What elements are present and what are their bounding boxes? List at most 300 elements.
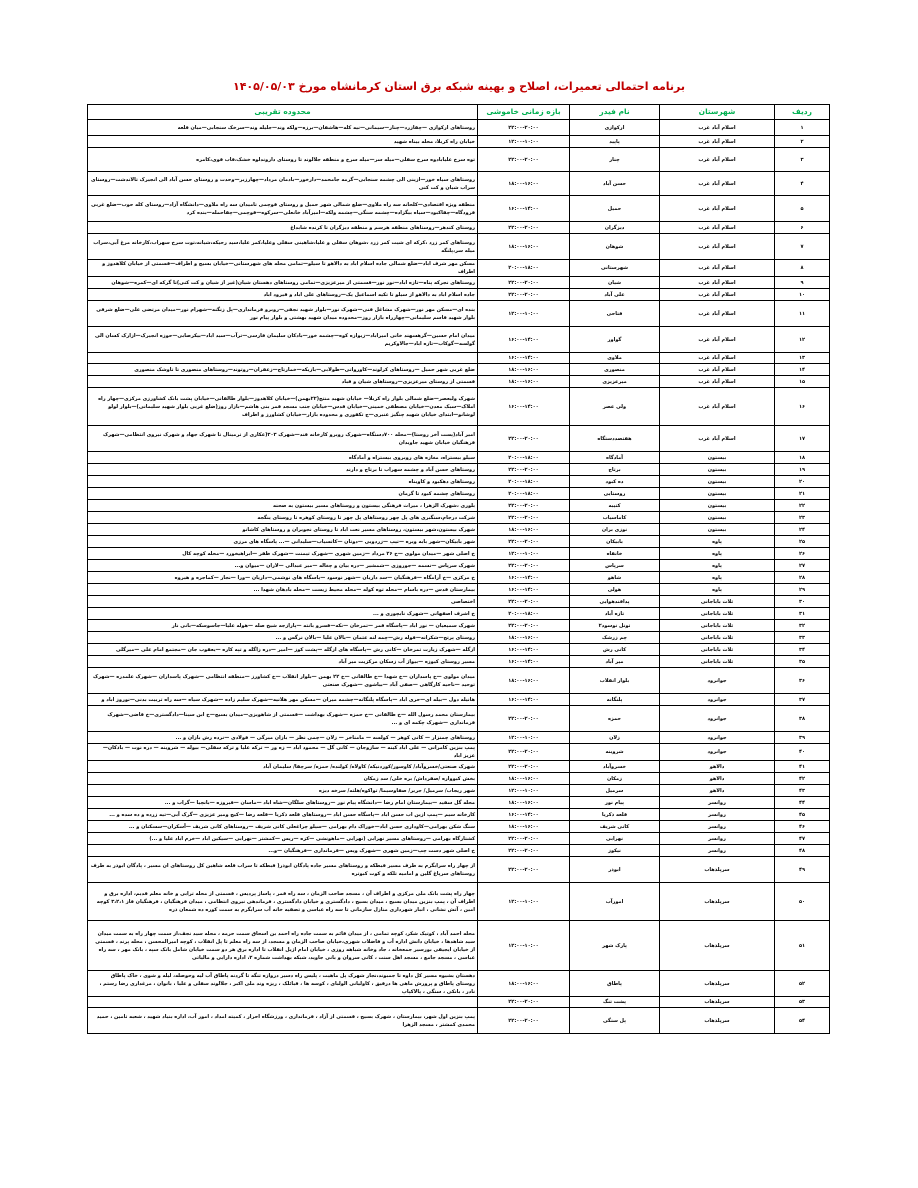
cell-outage-time: ۲۲:۰۰-۲۰:۰۰ (478, 596, 570, 608)
cell-outage-time: ۱۸:۰۰-۱۶:۰۰ (478, 364, 570, 376)
cell-row-number: ۴۲ (775, 773, 830, 785)
cell-outage-time: ۲۲:۰۰-۲۰:۰۰ (478, 744, 570, 761)
cell-area: روستاهای چشمه کبود تا گرمان (88, 488, 478, 500)
table-row (88, 560, 830, 572)
cell-feeder: آمادگاه (570, 452, 660, 464)
cell-feeder: هفتصددستگاه (570, 426, 660, 452)
cell-city: پاوه (660, 572, 775, 584)
cell-outage-time: ۲۲:۰۰-۲۰:۰۰ (478, 560, 570, 572)
table-row (88, 694, 830, 706)
cell-city: دالاهو (660, 773, 775, 785)
table-row (88, 773, 830, 785)
cell-feeder: میرعزیزی (570, 376, 660, 388)
cell-city: پاوه (660, 548, 775, 560)
cell-row-number: ۳۵ (775, 656, 830, 668)
cell-outage-time: ۱۶:۰۰-۱۴:۰۰ (478, 694, 570, 706)
cell-outage-time: ۲۲:۰۰-۲۰:۰۰ (478, 620, 570, 632)
cell-city: اسلام آباد غرب (660, 172, 775, 196)
cell-outage-time: ۱۶:۰۰-۱۴:۰۰ (478, 353, 570, 364)
table-row (88, 289, 830, 301)
table-row (88, 548, 830, 560)
table-row (88, 476, 830, 488)
cell-outage-time: ۲۲:۰۰-۲۰:۰۰ (478, 289, 570, 301)
cell-city: اسلام آباد غرب (660, 260, 775, 277)
table-row (88, 785, 830, 797)
cell-row-number: ۱۲ (775, 327, 830, 353)
cell-city: ثلاث باباجانی (660, 644, 775, 656)
cell-outage-time: ۲۰:۰۰-۱۸:۰۰ (478, 608, 570, 620)
cell-area: توه سرخ علیابادوه سرخ سفلی—میله سر—میله سرخ و منطقه جلالوند تا روستای داروندلوه خشک،قاب قوی،کامره (88, 148, 478, 172)
cell-city: بیستون (660, 500, 775, 512)
cell-city: سرپلذهاب (660, 971, 775, 997)
cell-feeder: گواور (570, 327, 660, 353)
table-row (88, 821, 830, 833)
cell-city: روانسر (660, 797, 775, 809)
cell-feeder: پیام نور (570, 797, 660, 809)
table-row (88, 120, 830, 136)
table-row (88, 644, 830, 656)
cell-area: خ اشرف اصفهانی —شهرک نابچوری و ... (88, 608, 478, 620)
cell-outage-time: ۱۲:۰۰-۱۰:۰۰ (478, 732, 570, 744)
cell-outage-time: ۱۶:۰۰-۱۴:۰۰ (478, 388, 570, 426)
cell-feeder: پشت تنگ (570, 997, 660, 1008)
cell-city: جوانرود (660, 694, 775, 706)
cell-row-number: ۹ (775, 277, 830, 289)
cell-outage-time: ۱۸:۰۰-۱۶:۰۰ (478, 773, 570, 785)
cell-city: بیستون (660, 464, 775, 476)
cell-feeder: قلعه ذکریا (570, 809, 660, 821)
cell-row-number: ۲۰ (775, 476, 830, 488)
cell-outage-time: ۱۲:۰۰-۱۰:۰۰ (478, 301, 570, 327)
cell-city: اسلام آباد غرب (660, 376, 775, 388)
cell-area: جاده اسلام اباد به دالاهو از سیلو تا تکیه اسماعیل یک—روستاهای علی اباد و قیرود اباد (88, 289, 478, 301)
cell-city: اسلام آباد غرب (660, 277, 775, 289)
cell-row-number: ۲۹ (775, 584, 830, 596)
table-row (88, 464, 830, 476)
table-row (88, 857, 830, 883)
cell-city: روانسر (660, 845, 775, 857)
cell-area: بنده ای—مسکن مهر نور—شهرک مشاغل فنی—شهرک نور—بلوار شهید نجفی—روبرو فرمانداری—پل زنگنه—شهرام نور—میدان مرتضی علی—ضلع شرقی بلوار شهید قاسم سلیمانی—چهارراه بازار روز—محدوده میدان شهید بهشتی و بلوار پیام نور (88, 301, 478, 327)
cell-city: اسلام آباد غرب (660, 353, 775, 364)
table-row (88, 364, 830, 376)
cell-area: دهستان بشیوه مسیر کل داوه تا جمبوند،نجار شهرک پل ماهیت ، پلیس راه دسیر دروازه تنگه تا گردنه پاطاق آب لیه وحوصله، لیله و شوی ، خاک پاطاق روستای پاطاق و پرورش ماهی ها درقیق ، کاولیانی الولبای ، کوسه ها ، قبائلک ، ریزه وند ملی اکبر ، جلالوند سفلی و علیا ، بانوان ، مرغداری رضا رستم ، نادر ، بانکی ، سنگی ، پالاکپاپ (88, 971, 478, 997)
cell-area: شرکت درجام،سنگبری های پل چهر روستاهای پل چهر تا روستای کوهره تا روستای ینگجه (88, 512, 478, 524)
cell-city: ثلاث باباجانی (660, 656, 775, 668)
cell-feeder: کاماسیاب (570, 512, 660, 524)
table-row (88, 277, 830, 289)
cell-row-number: ۲۲ (775, 500, 830, 512)
cell-row-number: ۴۹ (775, 857, 830, 883)
cell-city: اسلام آباد غرب (660, 196, 775, 222)
cell-outage-time: ۱۸:۰۰-۱۶:۰۰ (478, 234, 570, 260)
table-row (88, 353, 830, 364)
cell-outage-time: ۱۶:۰۰-۱۴:۰۰ (478, 656, 570, 668)
cell-row-number: ۳۸ (775, 706, 830, 732)
table-row (88, 656, 830, 668)
cell-feeder: روستایی (570, 488, 660, 500)
cell-area: شهرک سرپاس —نسمه —جوروزی —شمشیر —دره بیان و چغاله —میر عبدالی —لاران —میوان و... (88, 560, 478, 572)
cell-area: پمپ بنزین اول شهر، بیمارستان ، شهرک بسیج ، قسمتی از آزاد ، فرمانداری ، ورزشگاه احرار ، کمیته امداد ، امور آب، اداره بنیاد شهید ، شعبه تامین ، حمید محمدی کمشتر ، مسجد الزهرا (88, 1008, 478, 1034)
cell-feeder: علی آباد (570, 289, 660, 301)
cell-row-number: ۱ (775, 120, 830, 136)
cell-feeder: ابوذر (570, 857, 660, 883)
cell-outage-time: ۱۶:۰۰-۱۴:۰۰ (478, 327, 570, 353)
cell-row-number: ۲۷ (775, 560, 830, 572)
table-row (88, 488, 830, 500)
table-row (88, 883, 830, 921)
cell-area: خیابان راه کربلا، محله بیناه شهید (88, 136, 478, 148)
table-row (88, 921, 830, 971)
cell-area: روستاهای دهکبود و کاویناه (88, 476, 478, 488)
cell-city: بیستون (660, 452, 775, 464)
cell-city: اسلام آباد غرب (660, 136, 775, 148)
cell-city: روانسر (660, 833, 775, 845)
cell-city: دالاهو (660, 785, 775, 797)
cell-row-number: ۳ (775, 148, 830, 172)
table-row (88, 512, 830, 524)
cell-feeder: کانی رش (570, 644, 660, 656)
cell-outage-time: ۲۰:۰۰-۱۸:۰۰ (478, 452, 570, 464)
table-row (88, 500, 830, 512)
cell-row-number: ۱۵ (775, 376, 830, 388)
col-header-outage-time: بازه زمانی خاموشی (478, 105, 570, 120)
cell-city: سرپلذهاب (660, 997, 775, 1008)
table-row (88, 620, 830, 632)
cell-outage-time: ۲۲:۰۰-۲۰:۰۰ (478, 1008, 570, 1034)
cell-area: سنگ شکن بهرامی—کاوداری حسن اباد—خوراک دام بهرامی —سیلو چراغعلی کانی شریف —روستاهای کانی شریف —آسکران—سسکنان و ... (88, 821, 478, 833)
cell-outage-time: ۱۸:۰۰-۱۶:۰۰ (478, 971, 570, 997)
cell-row-number: ۳۹ (775, 732, 830, 744)
cell-feeder: پاپید (570, 136, 660, 148)
cell-city: اسلام آباد غرب (660, 222, 775, 234)
cell-outage-time: ۲۲:۰۰-۲۰:۰۰ (478, 277, 570, 289)
cell-area: شهرک سمیعیان — نور اباد —پاسگاه قمر —تمرخان —نکه—قسرو بانته —پارازجه شیخ صله —هوله علیا—جاسوسکه—بانی نار (88, 620, 478, 632)
table-row (88, 327, 830, 353)
cell-area: محله گل سفید —بیمارستان امام رضا —دانشگاه پیام نور —روستاهای سلگان—شاه اباد —ماسان —قیروزه —بانچیا —گراب و ... (88, 797, 478, 809)
cell-city: اسلام آباد غرب (660, 388, 775, 426)
cell-city: اسلام آباد غرب (660, 234, 775, 260)
cell-feeder: حمزه (570, 706, 660, 732)
cell-row-number: ۵ (775, 196, 830, 222)
table-row (88, 148, 830, 172)
table-row (88, 833, 830, 845)
cell-feeder: ملاوی (570, 353, 660, 364)
cell-area: قسمتی از روستای میرعزیزی—روستاهای شیان و قباد (88, 376, 478, 388)
cell-city: اسلام آباد غرب (660, 327, 775, 353)
cell-area: خ اصلی شهر —میدان مولوی —خ ۲۶ مرداد —زمین شهری —شهرک تیمنت —شهرک ظفر —ابراهیخورد —محله کوچه کال (88, 548, 478, 560)
cell-feeder: بلوار انقلاب (570, 668, 660, 694)
cell-outage-time: ۱۸:۰۰-۱۶:۰۰ (478, 376, 570, 388)
cell-outage-time: ۱۶:۰۰-۱۴:۰۰ (478, 644, 570, 656)
cell-area: روستاهای حسن آباد و چشمه سهراب تا برتاج و دارند (88, 464, 478, 476)
cell-outage-time: ۲۲:۰۰-۲۰:۰۰ (478, 512, 570, 524)
cell-feeder: پاطاق (570, 971, 660, 997)
cell-outage-time: ۲۲:۰۰-۲۰:۰۰ (478, 761, 570, 773)
cell-row-number: ۲۶ (775, 548, 830, 560)
cell-row-number: ۶ (775, 222, 830, 234)
cell-area: پمپ بنزین کامرانی — علی اباد کینه — سازوجان — کانی گل — محمود اباد — زه ور — ترکه علیا و ترکه سفلی— بیوله — شروینه — دره نوت — باذکان— عزیز اباد (88, 744, 478, 761)
cell-feeder: پل سنگی (570, 1008, 660, 1034)
table-row (88, 706, 830, 732)
cell-city: بیستون (660, 488, 775, 500)
cell-feeder: حسن آباد (570, 172, 660, 196)
cell-city: ثلاث باباجانی (660, 620, 775, 632)
cell-area: منطقه ویژه اقتصادی—کلحانه سه راه ملاوی—ضلع شمالی شهر حمیل و روستای قوچمی تامیدان سه راه ملاوی—دانشگاه آزاد—روستای کله حوب—ضلع غربی فرودگاه—چقاکبود—سیاه بیگزاده—چشمه سنگی—چشمه ولکه—امیرآباد خانعلی—سرکوه—قوچمی—چقاحمله—بنده کرد (88, 196, 478, 222)
cell-feeder: منصوری (570, 364, 660, 376)
cell-area: خ اصلی شهر دست چپ—زمین شهری —شهرک ویس —قرمانداری —فرهنگیان —و... (88, 845, 478, 857)
table-body (88, 120, 830, 1034)
cell-area: ازگله —شهرک زیارت تمرخان —کانی رش —پاسگاه های ازگله —پشت کوز —امیر —دره زاگله و تپه کاره —یعقوب جان —مجتمع امام علی —میرگلی (88, 644, 478, 656)
cell-row-number: ۲۳ (775, 512, 830, 524)
cell-area: روستاهای چمنزار — کانی کوهر — کولسه — مامناخر — زلان —چمی نظر — بازان میرگی — فولادی —نرده رش بازان و ... (88, 732, 478, 744)
cell-city: بیستون (660, 524, 775, 536)
cell-city: روانسر (660, 821, 775, 833)
cell-feeder: نیکوز (570, 845, 660, 857)
table-row (88, 761, 830, 773)
cell-outage-time: ۱۲:۰۰-۱۰:۰۰ (478, 883, 570, 921)
cell-outage-time: ۲۲:۰۰-۲۰:۰۰ (478, 222, 570, 234)
cell-row-number: ۴ (775, 172, 830, 196)
cell-feeder: خانقاه (570, 548, 660, 560)
cell-city: دالاهو (660, 761, 775, 773)
cell-feeder: ارکوازی (570, 120, 660, 136)
cell-city: جوانرود (660, 706, 775, 732)
cell-area: بیمارستان محمد رسول الله —خ طالقانی —خ حمزه —شهرک بهداشت —قسمتی از شاهوبزی—میدان بسیج—خ ابن سینا—دادگستری—خ قاضی—شهرک فرمانداری —شهرک چکمه ای و ... (88, 706, 478, 732)
cell-city: جوانرود (660, 668, 775, 694)
cell-outage-time: ۱۶:۰۰-۱۴:۰۰ (478, 584, 570, 596)
table-row (88, 172, 830, 196)
cell-area: چهار راه پشت بانک ملی مرکزی و اطراف آن ، مسجد صاحب الزمان ، سه راه قمر ، پاساژ پردیس ، قسمتی از محله ترابی و خانه معلم قدیم، اداره برق و اطراف آن ، پمپ بنزین میدان بسیج ، میدان بسیج ، دادگستری و خیابان دادگستری ، فرماندهی نیروی انتظامی ، میدان فرهنگیان ، فرهنگیان فاز ۳،۲،۱ کوچه امین ، آتش نشانی ، انبار شهرداری منازل سازمانی تا سه راه عباسی و تصفیه خانه آب سرابگرم به سمت کوره ده شمعان ذره (88, 883, 478, 921)
col-header-area: محدوده تقریبی (88, 105, 478, 120)
cell-city: ثلاث باباجانی (660, 596, 775, 608)
cell-row-number: ۳۶ (775, 668, 830, 694)
cell-feeder: زمکان (570, 773, 660, 785)
cell-outage-time: ۲۰:۰۰-۱۸:۰۰ (478, 476, 570, 488)
cell-row-number: ۳۳ (775, 632, 830, 644)
cell-outage-time: ۱۶:۰۰-۱۴:۰۰ (478, 196, 570, 222)
cell-outage-time: ۲۲:۰۰-۲۰:۰۰ (478, 833, 570, 845)
col-header-feeder: نام فیدر (570, 105, 660, 120)
cell-outage-time: ۱۶:۰۰-۱۴:۰۰ (478, 572, 570, 584)
cell-outage-time: ۱۸:۰۰-۱۶:۰۰ (478, 172, 570, 196)
cell-row-number: ۲ (775, 136, 830, 148)
cell-row-number: ۱۸ (775, 452, 830, 464)
cell-feeder: ولی عصر (570, 388, 660, 426)
cell-row-number: ۵۴ (775, 1008, 830, 1034)
cell-outage-time: ۱۸:۰۰-۱۶:۰۰ (478, 797, 570, 809)
table-row (88, 452, 830, 464)
table-row (88, 632, 830, 644)
cell-outage-time: ۲۲:۰۰-۲۰:۰۰ (478, 997, 570, 1008)
table-row (88, 260, 830, 277)
cell-feeder: میر آباد (570, 656, 660, 668)
cell-feeder: چنار (570, 148, 660, 172)
table-row (88, 668, 830, 694)
table-row (88, 797, 830, 809)
cell-row-number: ۴۴ (775, 797, 830, 809)
cell-area: محله احمد آباد ، کوتیک شکر، کوچه تمامی ، از میدان قائم به سمت جاده راه احمد بن اسحاق سمت حرمه ، محله سید نجف،از سمت چهار راه به سمت میدان سید شاهدها ، خیابان دانش اداره آب و فاضلاب شهری،خیابان صاحب الزمان و مسجد، از سه راه معلم تا پل انقلاب ، کوچه امیرالمحسن ، محله پرند ، قسمتی از خیابان ایجیقی بورسیر جمعخانه ، جاد وخانه شباهه روزی ، خیابان امام اژیل انقلاب تا اداره برق هر دو سمت خیابان شامل بانک سپه ، بانک مهر ، سه راه عباسی ، مسجد جامع ، مسجد اهل سنت ، کانی سروان و بانی جاوید، شبکه بهداشت شماره ۲، اداره دارایی و مالیاتی (88, 921, 478, 971)
cell-row-number: ۲۵ (775, 536, 830, 548)
cell-area: شهرک بیستون،شهر بیستون، روستاهای مسیر نعت اباد تا روستای نجوبران و روستاهای کاشانو (88, 524, 478, 536)
cell-city: سرپلذهاب (660, 883, 775, 921)
cell-row-number: ۱۷ (775, 426, 830, 452)
cell-area: روستای پرتج—شکرانه—فوله رش—چمه لنه عثمان —بالان علیا —بالان نرگس و ... (88, 632, 478, 644)
cell-city: جوانرود (660, 744, 775, 761)
cell-row-number: ۵۲ (775, 971, 830, 997)
cell-area: شهر بابیکان—شهر بابه ویره —تیپ —زردویی —دوتان —کاتسیاب—سلیدانی —... پاسگاه های مرزی (88, 536, 478, 548)
table-header-row (88, 105, 830, 120)
cell-city: روانسر (660, 809, 775, 821)
table-row (88, 426, 830, 452)
cell-outage-time: ۲۲:۰۰-۲۰:۰۰ (478, 500, 570, 512)
cell-outage-time: ۲۲:۰۰-۲۰:۰۰ (478, 464, 570, 476)
cell-outage-time: ۲۲:۰۰-۲۰:۰۰ (478, 426, 570, 452)
table-row (88, 196, 830, 222)
table-row (88, 222, 830, 234)
cell-feeder: کتیبه (570, 500, 660, 512)
cell-row-number: ۴۱ (775, 761, 830, 773)
cell-row-number: ۵۳ (775, 997, 830, 1008)
cell-city: ثلاث باباجانی (660, 608, 775, 620)
cell-feeder: بابیکان (570, 536, 660, 548)
cell-city: پاوه (660, 584, 775, 596)
cell-area: روستاهای ارکوازی —چقازرد—چنار—سیمانی—نیه کله—هاشفان—برزه—ولکه وند—جلیله وند—سرخک سنجابی—میان قلعه (88, 120, 478, 136)
table-row (88, 744, 830, 761)
cell-outage-time: ۱۸:۰۰-۱۶:۰۰ (478, 821, 570, 833)
cell-outage-time: ۲۲:۰۰-۲۰:۰۰ (478, 706, 570, 732)
cell-outage-time: ۱۲:۰۰-۱۰:۰۰ (478, 785, 570, 797)
cell-area: کارخانه سیم —پمپ ازین اب حسن اباد —پاسگاه حسن اباد —روستاهای قلعه ذکریا —قلعه رضا —کیچ ومیر عزیزی —گرک آبی—تیه زرده و ده سده و ... (88, 809, 478, 821)
table-row (88, 524, 830, 536)
cell-area: امیر آباد(پست آخر روستا)—محله ۷۰۰دستگاه—شهرک روبرو کارخانه قند—شهرک ۳۰۳(عکاری از ترمینال تا شهرک جهاد و شهرک نیروی انتظامی—شهرک فرهنگیان خیابان شهید جاویدان (88, 426, 478, 452)
cell-feeder: شوهان (570, 234, 660, 260)
cell-row-number: ۴۰ (775, 744, 830, 761)
cell-area: روستاهای سیاه خور—ازینی الی چشمه سنجابی—گرمه جامحمد—دارخور—بادمان مرداد—چهارزبر—وحدت و روستای حسن آباد الی انجیرک تالاندشت—روستای سراب شیان و کت کنی (88, 172, 478, 196)
page-title: برنامه احتمالی تعمیرات، اصلاح و بهینه شبکه برق استان کرمانشاه مورخ ۱۴۰۵/۰۵/۰۳ (232, 80, 686, 93)
cell-row-number: ۲۸ (775, 572, 830, 584)
cell-area: شهرک صنعتی/خسروآباد/ کاوسور/کوردنیکه/ کاولاه/ کولنده/ حمزه/ سرچقا/ سلیمان آباد (88, 761, 478, 773)
table-row (88, 234, 830, 260)
cell-feeder: تونل نوسود۲ (570, 620, 660, 632)
cell-feeder: چم زرشک (570, 632, 660, 644)
cell-feeder: سرپاس (570, 560, 660, 572)
cell-row-number: ۲۱ (775, 488, 830, 500)
cell-row-number: ۵۰ (775, 883, 830, 921)
cell-city: پاوه (660, 536, 775, 548)
cell-row-number: ۴۷ (775, 833, 830, 845)
cell-area: از چهار راه سرابگرم به طرف مسیر قبطکه و روستاهای مسیر جاده پادگان ابوذر( قبطکه تا سراب قلعه شاهین کل روستاهای ان مسیر ، پادگان ابوذر به طرف روستاهای سرپاغ گلین و امامیه تلکه و کوت کبوتره (88, 857, 478, 883)
cell-area: اختصاصی (88, 596, 478, 608)
cell-city: اسلام آباد غرب (660, 120, 775, 136)
table-row (88, 971, 830, 997)
cell-row-number: ۳۴ (775, 644, 830, 656)
table-row (88, 584, 830, 596)
cell-feeder: کانی شریف (570, 821, 660, 833)
cell-outage-time: ۱۲:۰۰-۱۰:۰۰ (478, 136, 570, 148)
cell-outage-time: ۱۸:۰۰-۱۶:۰۰ (478, 632, 570, 644)
table-row (88, 596, 830, 608)
table-row (88, 732, 830, 744)
cell-area: هانیله دول —بیله ای—حری اباد —پاسگاه پلنگانه—چشمه میران —مسکن مهر هلانیه—شهرک سلیم زاده —شهرک سیاه —سه راه تربیت بدنی—نوروز اباد و (88, 694, 478, 706)
cell-city: اسلام آباد غرب (660, 289, 775, 301)
cell-feeder: ده کبود (570, 476, 660, 488)
cell-row-number: ۴۶ (775, 821, 830, 833)
cell-feeder: شهرستانی (570, 260, 660, 277)
cell-area: روستاهای نجرکه پناه—تازه اباد—نور نور—قسمتی از میرعزیزی—تمامی روستاهای دهستان شیان(غیر از شیان و کت کنی)تا گرکه ای—کمره—شوهان (88, 277, 478, 289)
table-row (88, 809, 830, 821)
cell-feeder: تازه آباد (570, 608, 660, 620)
cell-area: شهرک ولیعصر—ضلع شمالی بلوار راه کربلا— خیابان شهید منتج(۲۲بهمن)—خیابان کلاهدوز—بلوار طالقانی—خیابان پشت بانک کشاورزی مرکزی—چهار راه املاک—سبک معدن—خیابان مصطفی خمینی—خیابان قدس—خیابان جنب مسجد قمر بنی هاشم—بازار روز(ضلع غربی بلوار شهید سلیمانی)—بلوار لولو لوشانو—ابتدای خیابان شهید چنگیز عنبری—ج تکفوری و محدوده بازار—خیابان کشاورز و اطراف (88, 388, 478, 426)
cell-area: کشتارگاه بهرامی —روستاهای مسیر نهرابی (نهرابی —ماهونشی —کزه —ریس —کمشتر —نهرابی —سیکین اباد —خرم اباد علیا و ...) (88, 833, 478, 845)
table-row (88, 997, 830, 1008)
cell-feeder: شاهو (570, 572, 660, 584)
table-row (88, 608, 830, 620)
cell-area: روستاهای کمر زرد ،کرکه ای شیت کمر زرد ،شوهان سفلی و علیا،شاهینی سفلی وعلیا،کمر علیا،سید رحیکه،شیانه،توت سرخ سهراب،کارخانه مرغ آبی،سراب میله سر،پلنگه (88, 234, 478, 260)
cell-outage-time: ۲۰:۰۰-۱۸:۰۰ (478, 260, 570, 277)
cell-outage-time: ۲۲:۰۰-۲۰:۰۰ (478, 536, 570, 548)
cell-area: بلوری ،شهرک الزهرا ، میراث فرهنگی بیستون و روستاهای مسیر بیستون به صحنه (88, 500, 478, 512)
cell-outage-time: ۱۲:۰۰-۱۰:۰۰ (478, 921, 570, 971)
cell-area (88, 353, 478, 364)
cell-feeder: پدافندهوایی (570, 596, 660, 608)
table-row (88, 388, 830, 426)
cell-city: جوانرود (660, 732, 775, 744)
cell-city: پاوه (660, 560, 775, 572)
cell-city: بیستون (660, 512, 775, 524)
col-header-row-number: ردیف (775, 105, 830, 120)
cell-feeder: شیان (570, 277, 660, 289)
cell-feeder: هولی (570, 584, 660, 596)
cell-feeder: سرمیل (570, 785, 660, 797)
cell-city: سرپلذهاب (660, 921, 775, 971)
cell-outage-time: ۱۸:۰۰-۱۶:۰۰ (478, 524, 570, 536)
outage-schedule-table (87, 104, 830, 1034)
cell-row-number: ۱۶ (775, 388, 830, 426)
cell-feeder: پلنگانه (570, 694, 660, 706)
cell-city: سرپلذهاب (660, 1008, 775, 1034)
cell-row-number: ۳۱ (775, 608, 830, 620)
cell-area: ضلع غربی شهر حمیل —روستاهای کرلوند—کاورواتی—طولابی—بازیکه—خمارتاج—زعفران—روتوند—روستاهای منصوری تا تاوشک منصوری (88, 364, 478, 376)
cell-city: سرپلذهاب (660, 857, 775, 883)
cell-row-number: ۱۳ (775, 353, 830, 364)
cell-feeder: نهرابی (570, 833, 660, 845)
cell-row-number: ۲۴ (775, 524, 830, 536)
cell-city: اسلام آباد غرب (660, 148, 775, 172)
cell-area: شهر ریجاب/ سرمیل/ جریر/ صفاوسیما/ تواکوه/هلته/ سرخه دیزه (88, 785, 478, 797)
cell-feeder: فتاحی (570, 301, 660, 327)
table-row (88, 376, 830, 388)
cell-feeder: حمیل (570, 196, 660, 222)
cell-row-number: ۸ (775, 260, 830, 277)
cell-city: ثلاث باباجانی (660, 632, 775, 644)
cell-city: اسلام آباد غرب (660, 426, 775, 452)
cell-outage-time: ۱۸:۰۰-۱۶:۰۰ (478, 668, 570, 694)
cell-outage-time: ۲۲:۰۰-۲۰:۰۰ (478, 120, 570, 136)
cell-area: میدان امام حسین—گرهسهند خانی امیراباد—زیوازه کوه—چشمه خور—بادکان سلیمان فارسی—ترآب—سید اباد—بیکرصابی—حوزه انجیرک—ازارک کسان الی گولسه—گوکاب—تازه اباد—جالاوکریم (88, 327, 478, 353)
cell-city: اسلام آباد غرب (660, 301, 775, 327)
cell-outage-time: ۲۲:۰۰-۲۰:۰۰ (478, 148, 570, 172)
cell-feeder: شروینه (570, 744, 660, 761)
cell-row-number: ۷ (775, 234, 830, 260)
col-header-city: شهرستان (660, 105, 775, 120)
cell-area: مسکن مهر شرف اباد—ضلع شمالی جاده اسلام اباد به دالاهو تا سیلو—تمامی محله های شهرستانی—خیابان بسیج و اطراف—قسمتی از خیابان کلاهدوز و اطراف (88, 260, 478, 277)
table-row (88, 301, 830, 327)
cell-row-number: ۳۷ (775, 694, 830, 706)
cell-feeder: نوزی بران (570, 524, 660, 536)
table-row (88, 572, 830, 584)
cell-row-number: ۱۱ (775, 301, 830, 327)
cell-area: بیمارستان قدس —دره باسام —محله توه کوله —محله محیط زیست —محله بادهان شهدا ... (88, 584, 478, 596)
